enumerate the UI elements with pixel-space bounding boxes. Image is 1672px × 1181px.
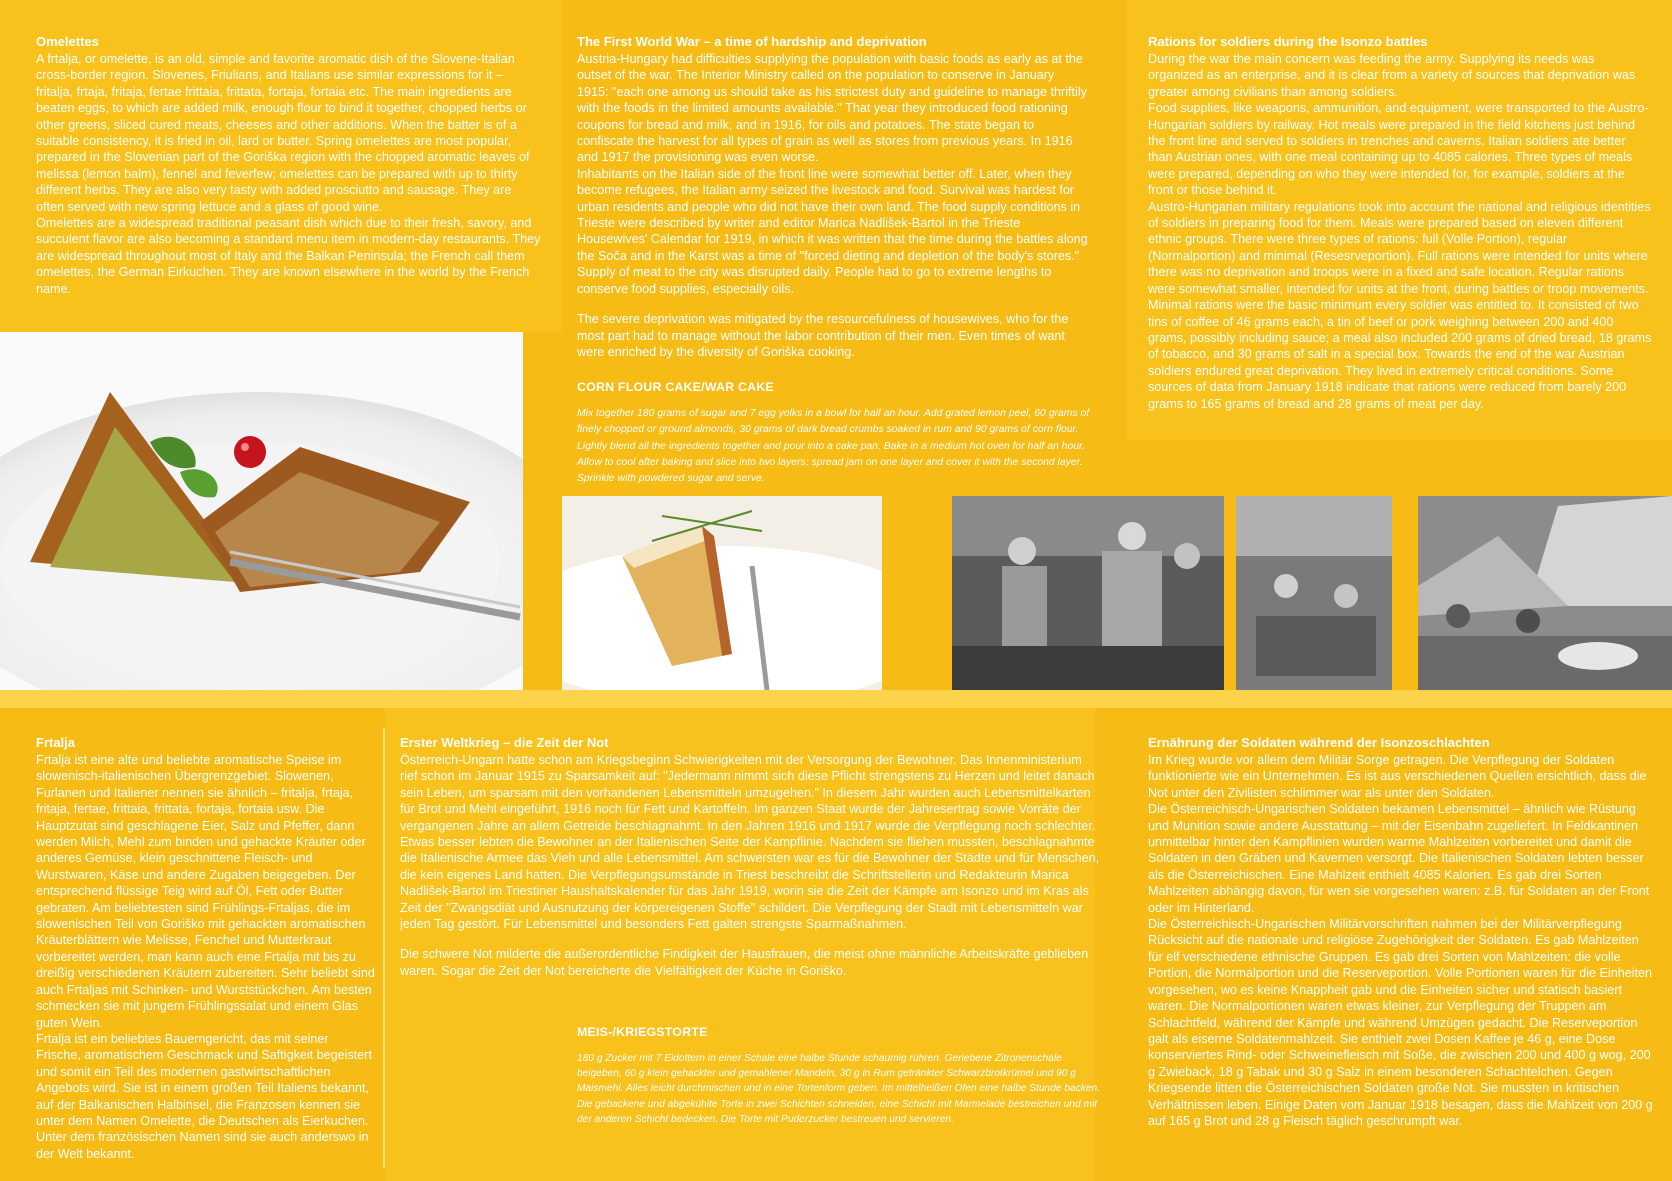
war-title: The First World War – a time of hardship and deprivation (577, 34, 927, 49)
recipe-corn-cake (577, 380, 1105, 487)
rezept-text: 180 g Zucker mit 7 Eidottern in einer Schale eine halbe Stunde schaumig rühren. Geriebene Zitronenschale beigeben, 60 g klein gehackter und gemahlener Mandeln, 30 g in Rum getränkter Schwarzbrotkrümel und 90 g Maismehl. Alles leicht durchmischen und in eine Tortenform geben. Im mittelheißen Ofen eine halbe Stunde backen. Die gebackene und abgekühlte Torte in zwei Schichten schneiden, eine Schicht mit Marmelade bestreichen und mit der anderen Schicht bedecken. Die Torte mit Puderzucker bestreuen und servieren. (577, 1053, 1101, 1125)
rations-paragraph: Food supplies, like weapons, ammunition, and equipment, were transported to the Austro-Hungarian soldiers by railway. Hot meals were prepared in the field kitchens just behind the front line and served to soldiers in trenches and caverns. Italian soldiers ate better than Austrian ones, with one meal containing up to 4085 calories. Three types of meals were prepared, depending on who they were intended for, for example, soldiers at the front or those behind it. (1148, 101, 1649, 198)
section-omelettes (36, 34, 542, 297)
recipe-kriegstorte (577, 1025, 1102, 1127)
soldiers-camp-photo (1236, 496, 1392, 690)
war-paragraph: Austria-Hungary had difficulties supplying the population with basic foods as early as at the outset of the war. The Interior Ministry called on the population to conserve in January 1915: "each one among us should take as his strictest duty and guideline to manage thriftily with the foods in the limited amounts available." That year they introduced food rationing coupons for bread and milk, and in 1916, for oils and potatoes. The state began to confiscate the harvest for all types of grain as well as stores from previous years. In 1916 and 1917 the provisioning was even worse. (577, 52, 1087, 165)
recipe-text: Mix together 180 grams of sugar and 7 egg yolks in a bowl for half an hour. Add grated lemon peel, 60 grams of finely chopped or ground almonds, 30 grams of dark bread crumbs soaked in rum and 90 grams of corn flour. Lightly blend all the ingredients together and pour into a cake pan. Bake in a medium hot oven for half an hour. Allow to cool after baking and slice into two layers; spread jam on one layer and cover it with the second layer. Sprinkle with powdered sugar and serve. (577, 408, 1090, 485)
rations-title: Rations for soldiers during the Isonzo battles (1148, 34, 1428, 49)
omelettes-paragraph: A frtalja, or omelette, is an old, simple and favorite aromatic dish of the Slovene-Italian cross-border region. Slovenes, Friulians, and Italians use similar expressions for it – fritalja, frtaja, fritaja, fertae frittaia, frittata, fortaja, fortaia etc. The main ingredients are beaten eggs, to which are added milk, enough flour to bind it together, chopped herbs or other greens, sliced cured meats, cheeses and other additions. When the batter is of a suitable consistency, it is fried in oil, lard or butter. Spring omelettes are most popular, prepared in the Slovenian part of the Goriška region with the chopped aromatic leaves of melissa (lemon balm), fennel and feverfew; omelettes can be prepared with up to thirty different herbs. They are also very tasty with added prosciutto and sausage. They are often served with new spring lettuce and a glass of good wine. (36, 52, 530, 214)
war-paragraph: The severe deprivation was mitigated by the resourcefulness of housewives, who for the most part had to manage without the labor contribution of their men. Even times of want were enriched by the diversity of Goriška cooking. (577, 312, 1069, 359)
ernaehrung-paragraph: Im Krieg wurde vor allem dem Militär Sorge getragen. Die Verpflegung der Soldaten funktionierte wie ein Unternehmen. Es ist aus verschiedenen Quellen ersichtlich, dass die Not unter den Zivilisten schlimmer war als unter den Soldaten. (1148, 753, 1647, 800)
krieg-paragraph: Österreich-Ungarn hatte schon am Kriegsbeginn Schwierigkeiten mit der Versorgung der Bewohner. Das Innenministerium rief schon im Januar 1915 zu Sparsamkeit auf: "Jedermann nimmt sich diese Pflicht strengstens zu Herzen und leitet danach sein Leben, um sparsam mit den vorhandenen Lebensmitteln umzugehen." In diesem Jahr wurden auch Lebensmittelkarten für Brot und Mehl eingeführt, 1916 noch für Fett und Kartoffeln. Im ganzen Staat wurde der Jahresertrag sowie Vorräte der vergangenen Jahre an allem Getreide beschlagnahmt. In den Jahren 1916 und 1917 wurde die Verpflegung noch schlechter. (400, 753, 1096, 833)
rations-paragraph: During the war the main concern was feeding the army. Supplying its needs was organized as an enterprise, and it is clear from a variety of sources that deprivation was greater among civilians than among soldiers. (1148, 52, 1636, 99)
section-war (577, 34, 1089, 360)
divider-band (0, 690, 1672, 708)
omelette-photo (0, 332, 523, 690)
frtalja-title: Frtalja (36, 735, 76, 750)
rezept-title: MEIS-/KRIEGSTORTE (577, 1025, 708, 1039)
war-paragraph: Inhabitants on the Italian side of the front line were somewhat better off. Later, when they become refugees, the Italian army seized the livestock and food. Survival was hardest for urban residents and people who did not have their own land. The food supply conditions in Trieste were described by writer and editor Marica Nadlišek-Bartol in the Trieste Housewives' Calendar for 1919, in which it was written that the time during the battles along the Soča and in the Karst was a time of "forced dieting and depletion of the body's stores." Supply of meat to the city was disrupted daily. People had to go to extreme lengths to conserve food supplies, especially oils. (577, 166, 1088, 296)
soldiers-kitchen-photo (952, 496, 1224, 690)
soldiers-tents-photo (1418, 496, 1672, 690)
omelettes-title: Omelettes (36, 34, 99, 49)
ernaehrung-paragraph: Die Österreichisch-Ungarischen Soldaten bekamen Lebensmittel – ähnlich wie Rüstung und Munition sowie andere Ausstattung – mit der Eisenbahn zugeliefert. In Feldkantinen unmittelbar hinter den Kampflinien wurden warme Mahlzeiten vorbereitet und damit die Soldaten in den Gräben und Kavernen versorgt. Die Italienischen Soldaten lebten besser als die Österreichischen. Eine Mahlzeit enthielt 4085 Kalorien. Es gab drei Sorten Mahlzeiten abhängig davon, für wen sie vorgesehen waren: z.B. für Soldaten an der Front oder im Hinterland. (1148, 802, 1650, 915)
omelettes-paragraph: Omelettes are a widespread traditional peasant dish which due to their fresh, savory, and succulent flavor are also becoming a standard menu item in modern-day restaurants. They are widespread throughout most of Italy and the Balkan Peninsula; the French call them omelettes, the German Eirkuchen. They are known elsewhere in the world by the French name. (36, 216, 541, 296)
frtalja-paragraph: Frtalja ist ein beliebtes Bauerngericht, das mit seiner Frische, aromatischem Geschmack und Saftigkeit begeistert und somit ein Teil des modernen gastwirtschaftlichen Angebots wird. Sie ist in einem großen Teil Italiens bekannt, auf der Balkanischen Halbinsel, die Franzosen kennen sie unter dem Namen Omelette, die Deutschen als Eierkuchen. Unter dem französischen Namen sind sie auch anderswo in der Welt bekannt. (36, 1031, 372, 1161)
column-divider (383, 728, 385, 1168)
ernaehrung-paragraph: Die Österreichisch-Ungarischen Militärvorschriften nahmen bei der Militärverpflegung Rücksicht auf die nationale und religiöse Zugehörigkeit der Soldaten. Es gab Mahlzeiten für elf verschiedene ethnische Gruppen. Es gab drei Sorten von Mahlzeiten: die volle Portion, die Normalportion und die Reserveportion. Volle Portionen waren für die Einheiten vorgesehen, wo es keine Knappheit gab und die Einheiten sicher und statisch basiert waren. Die Normalportionen waren etwas kleiner, zur Verpflegung der Truppen am Schlachtfeld, während der Kämpfe und während Umzügen gedacht. Die Reserveportion galt als eiserne Soldatenmahlzeit. Sie enthielt zwei Dosen Kaffee je 46 g, eine Dose konserviertes Rind- oder Schweinefleisch mit Soße, die zwischen 200 und 400 g wog, 200 g Zwieback, 18 g Tabak und 30 g Salz in einem besonderen Schachtelchen. Gegen Kriegsende litten die Österreichischen Soldaten große Not. Sie mussten in kritischen Verhältnissen leben. Einige Daten vom Januar 1918 besagen, dass die Mahlzeit von 200 g auf 165 g Brot und 28 g Fleisch täglich geschrumpft war. (1148, 917, 1653, 1128)
war-cake-photo (562, 496, 882, 690)
section-rations (1148, 34, 1653, 412)
recipe-title: CORN FLOUR CAKE/WAR CAKE (577, 380, 774, 394)
frtalja-paragraph: Frtalja ist eine alte und beliebte aromatische Speise im slowenisch-italienischen Übergrenzgebiet. Slowenen, Furlanen und Italiener nennen sie ähnlich – fritalja, frtaja, fritaja, fertae, frittaia, frittata, fortaja, fortaia usw. Die Hauptzutat sind geschlagene Eier, Salz und Pfeffer, dann werden Milch, Mehl zum binden und gehackte Kräuter oder anderes Gemüse, klein geschnittene Fleisch- und Wurstwaren, Käse und andere Zugaben beigegeben. Der entsprechend flüssige Teig wird auf Öl, Fett oder Butter gebraten. Am beliebtesten sind Frühlings-Frtaljas, die im slowenischen Teil von Goriško mit gehackten aromatischen Kräuterblättern wie Melisse, Fenchel und Mutterkraut vorbereitet werden, man kann auch eine Frtalja mit bis zu dreißig verschiedenen Kräutern zubereiten. Sehr beliebt sind auch Frtaljas mit Schinken- und Wurststückchen. Am besten schmecken sie mit jungem Frühlingssalat und einem Glas guten Wein. (36, 753, 375, 1030)
section-ernaehrung (1148, 735, 1653, 1129)
section-frtalja (36, 735, 376, 1162)
krieg-paragraph: Die schwere Not milderte die außerordentliche Findigkeit der Hausfrauen, die meist ohne männliche Arbeitskräfte geblieben waren. Sogar die Zeit der Not bereicherte die Vielfältigkeit der Küche in Goriško. (400, 947, 1089, 978)
ernaehrung-title: Ernährung der Soldaten während der Isonzoschlachten (1148, 735, 1490, 750)
krieg-paragraph: Etwas besser lebten die Bewohner an der Italienischen Seite der Kampflinie. Nachdem sie fliehen mussten, beschlagnahmte die Italienische Armee das Vieh und alle Lebensmittel. Am schwersten war es für die Bewohner der Städte und für Menschen, die kein eigenes Land hatten. Die Verpflegungsumstände in Triest beschreibt die Schriftstellerin und Redakteurin Marica Nadlišek-Bartol im Triestiner Haushaltskalender für das Jahr 1919, worin sie die Zeit der Kämpfe am Isonzo und im Kras als Zeit der "Zwangsdiät und Ausnutzung der körpereigenen Stoffe" schildert. Die Verpflegung der Stadt mit Lebensmitteln war jeden Tag gestört. Für Lebensmittel und besonders Fett galten strengste Sparmaßnahmen. (400, 835, 1100, 932)
krieg-title: Erster Weltkrieg – die Zeit der Not (400, 735, 609, 750)
rations-paragraph: Austro-Hungarian military regulations took into account the national and religious identities of soldiers in preparing food for them. Meals were prepared based on eleven different ethnic groups. There were three types of rations: full (Volle Portion), regular (Normalportion) and minimal (Resesrveportion). Full rations were intended for units where there was no deprivation and troops were in a fixed and safe location. Regular rations were somewhat smaller, intended for units at the front, during battles or troop movements. Minimal rations were the basic minimum every soldier was entitled to. It consisted of two tins of coffee of 46 grams each, a tin of beef or pork weighing between 200 and 400 grams, possibly including sauce; a meal also included 200 grams of dried bread, 18 grams of tobacco, and 30 grams of salt in a special box. Towards the end of the war Austrian soldiers endured great deprivation. They lived in extremely critical conditions. Some sources of data from January 1918 indicate that rations were reduced from barely 200 grams to 165 grams of bread and 28 grams of meat per day. (1148, 199, 1652, 411)
section-krieg (400, 735, 1100, 979)
